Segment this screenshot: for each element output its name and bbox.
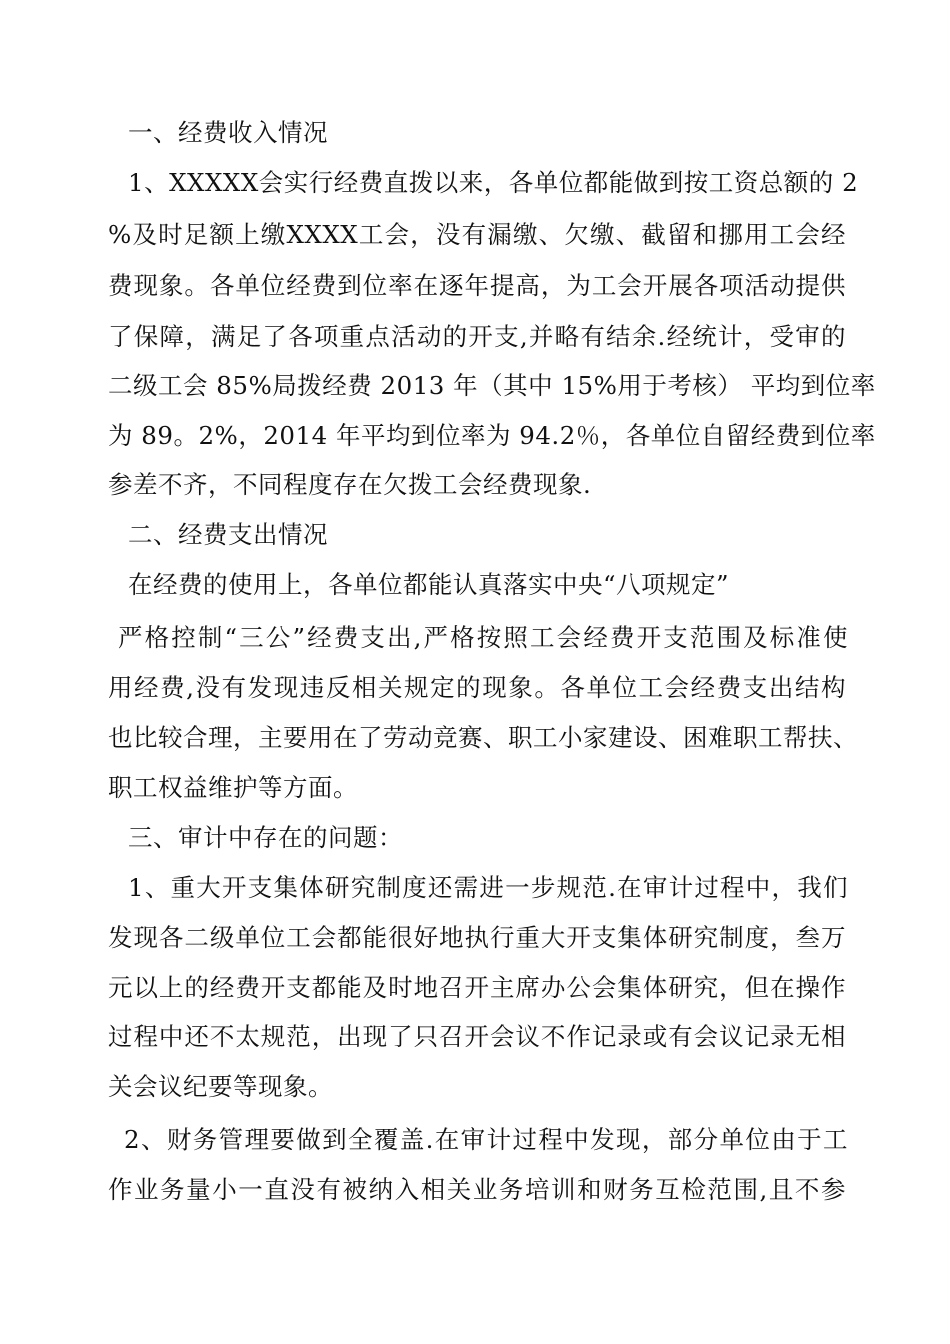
paragraph-line: 作业务量小一直没有被纳入相关业务培训和财务互检范围,且不参 (108, 1175, 846, 1204)
paragraph-line: 1、XXXXX会实行经费直拨以来，各单位都能做到按工资总额的 2 (128, 168, 859, 197)
paragraph-line: 参差不齐，不同程度存在欠拨工会经费现象. (108, 470, 592, 499)
paragraph-line: 2、财务管理要做到全覆盖.在审计过程中发现，部分单位由于工 (124, 1125, 848, 1154)
paragraph-line: 用经费,没有发现违反相关规定的现象。各单位工会经费支出结构 (108, 673, 846, 702)
paragraph-line: 为 89。2%，2014 年平均到位率为 94.2％，各单位自留经费到位率 (108, 421, 876, 450)
paragraph-line: 在经费的使用上，各单位都能认真落实中央“八项规定” (128, 570, 730, 599)
paragraph-line: 关会议纪要等现象。 (108, 1072, 333, 1101)
paragraph-line: 发现各二级单位工会都能很好地执行重大开支集体研究制度，叁万 (108, 923, 846, 952)
section-heading-expenditure: 二、经费支出情况 (128, 520, 328, 549)
paragraph-line: 过程中还不太规范，出现了只召开会议不作记录或有会议记录无相 (108, 1022, 846, 1051)
paragraph-line: 也比较合理，主要用在了劳动竞赛、职工小家建设、困难职工帮扶、 (108, 723, 858, 752)
paragraph-line: 费现象。各单位经费到位率在逐年提高，为工会开展各项活动提供 (108, 271, 846, 300)
section-heading-problems: 三、审计中存在的问题： (128, 823, 403, 852)
paragraph-line: 职工权益维护等方面。 (108, 773, 358, 802)
paragraph-line: %及时足额上缴XXXX工会，没有漏缴、欠缴、截留和挪用工会经 (108, 220, 846, 249)
paragraph-line: 二级工会 85%局拨经费 2013 年（其中 15%用于考核） 平均到位率 (108, 371, 876, 400)
paragraph-line: 严格控制“三公”经费支出,严格按照工会经费开支范围及标准使 (118, 623, 848, 652)
paragraph-line: 了保障，满足了各项重点活动的开支,并略有结余.经统计，受审的 (108, 322, 846, 351)
section-heading-income: 一、经费收入情况 (128, 118, 328, 147)
paragraph-line: 1、重大开支集体研究制度还需进一步规范.在审计过程中，我们 (128, 873, 848, 902)
paragraph-line: 元以上的经费开支都能及时地召开主席办公会集体研究，但在操作 (108, 973, 846, 1002)
